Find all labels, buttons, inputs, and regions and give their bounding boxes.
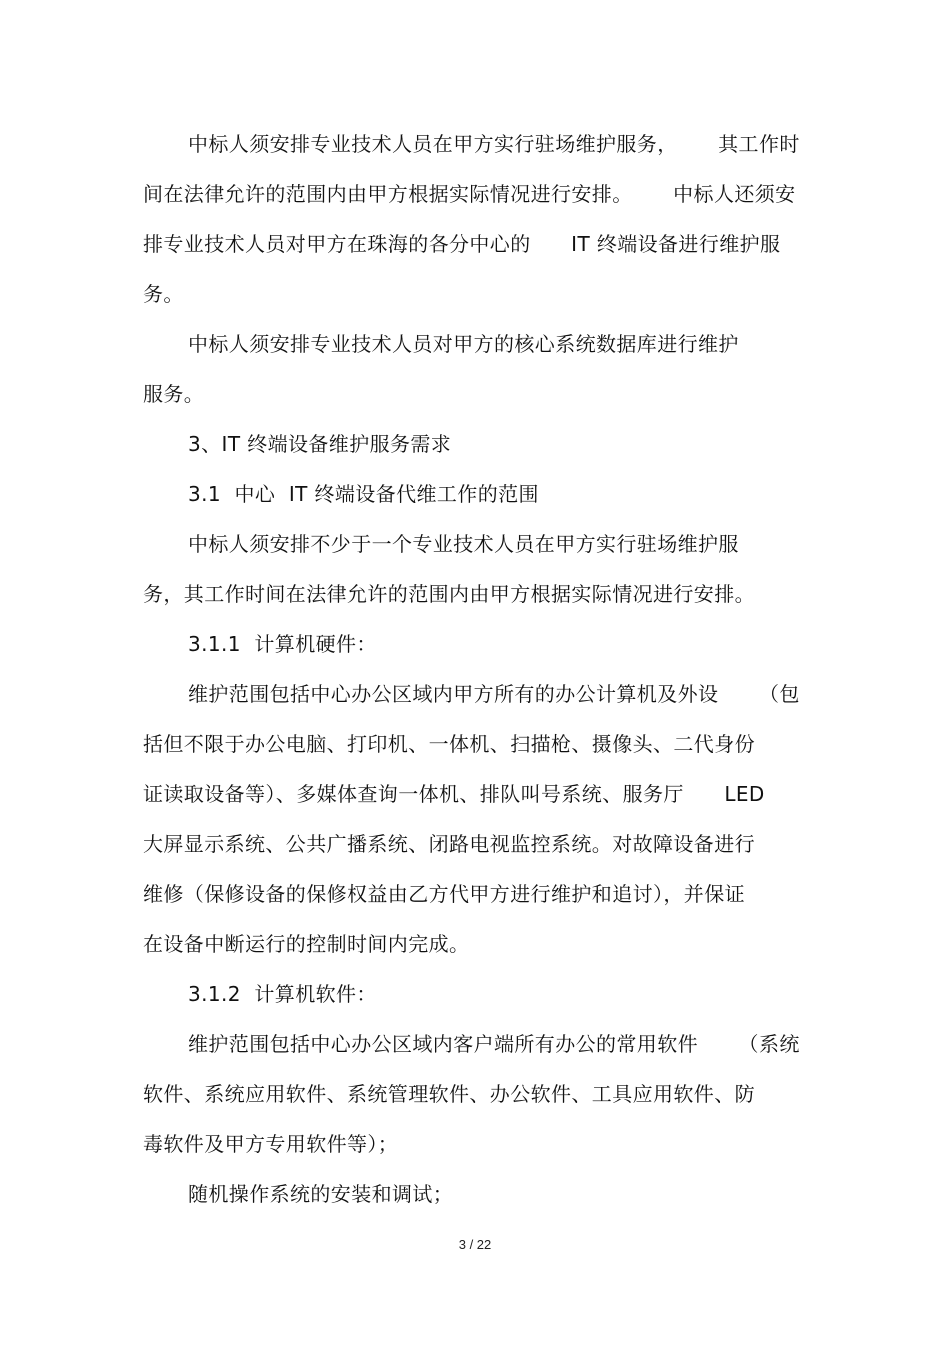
paragraph-line: 服务。 bbox=[143, 382, 205, 406]
paragraph-line: 排专业技术人员对甲方在珠海的各分中心的 IT 终端设备进行维护服 bbox=[143, 232, 781, 256]
subsection-heading: 3.1 中心 IT 终端设备代维工作的范围 bbox=[188, 482, 539, 506]
paragraph-line: 务。 bbox=[143, 282, 184, 306]
subsection-heading: 3.1.2 计算机软件： bbox=[188, 982, 377, 1006]
paragraph-line: 在设备中断运行的控制时间内完成。 bbox=[143, 932, 470, 956]
paragraph-line: 维护范围包括中心办公区域内甲方所有的办公计算机及外设 （包 bbox=[188, 682, 800, 706]
section-heading: 3、IT 终端设备维护服务需求 bbox=[188, 432, 452, 456]
paragraph-line: 毒软件及甲方专用软件等）； bbox=[143, 1132, 399, 1156]
paragraph-line: 维修（保修设备的保修权益由乙方代甲方进行维护和追讨），并保证 bbox=[143, 882, 745, 906]
paragraph-line: 中标人须安排专业技术人员对甲方的核心系统数据库进行维护 bbox=[188, 332, 739, 356]
paragraph-line: 软件、系统应用软件、系统管理软件、办公软件、工具应用软件、防 bbox=[143, 1082, 755, 1106]
paragraph-line: 务，其工作时间在法律允许的范围内由甲方根据实际情况进行安排。 bbox=[143, 582, 755, 606]
paragraph-line: 中标人须安排专业技术人员在甲方实行驻场维护服务， 其工作时 bbox=[188, 132, 800, 156]
paragraph-line: 间在法律允许的范围内由甲方根据实际情况进行安排。 中标人还须安 bbox=[143, 182, 796, 206]
subsection-heading: 3.1.1 计算机硬件： bbox=[188, 632, 377, 656]
paragraph-line: 维护范围包括中心办公区域内客户端所有办公的常用软件 （系统 bbox=[188, 1032, 800, 1056]
paragraph-line: 大屏显示系统、公共广播系统、闭路电视监控系统。对故障设备进行 bbox=[143, 832, 755, 856]
page-number: 3 / 22 bbox=[458, 1237, 492, 1252]
paragraph-line: 括但不限于办公电脑、打印机、一体机、扫描枪、摄像头、二代身份 bbox=[143, 732, 755, 756]
paragraph-line: 中标人须安排不少于一个专业技术人员在甲方实行驻场维护服 bbox=[188, 532, 739, 556]
paragraph-line: 随机操作系统的安装和调试； bbox=[188, 1182, 454, 1206]
paragraph-line: 证读取设备等）、多媒体查询一体机、排队叫号系统、服务厅 LED bbox=[143, 782, 765, 806]
